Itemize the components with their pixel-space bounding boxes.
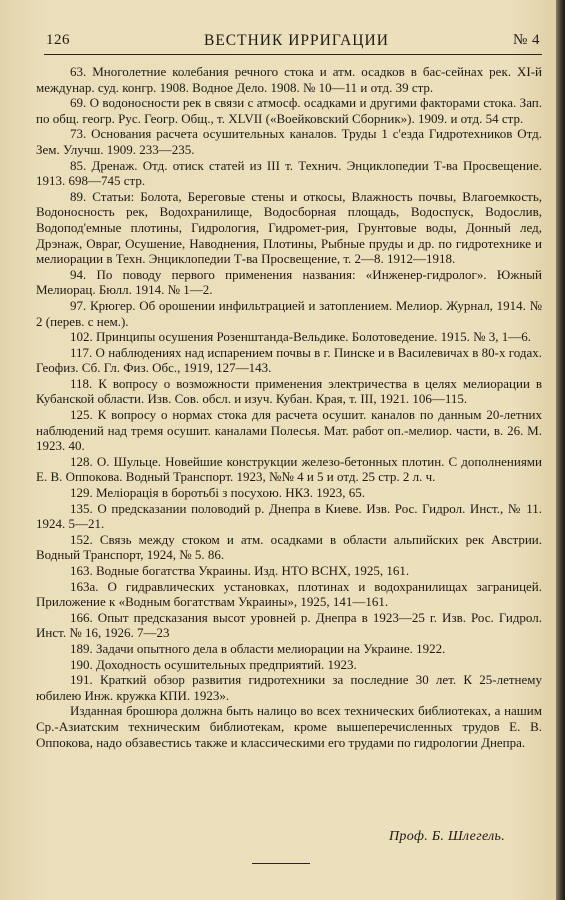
bibliography-entry: 102. Принципы осушения Розенштанда-Вельдике. Болотоведение. 1915. № 3, 1—6. (70, 329, 532, 345)
page-header (44, 30, 544, 52)
bibliography-entry: 69. О водоносности рек в связи с атмосф. осадками и другими факторами стока. Зап. по общ. геогр. Рус. Геогр. Общ., т. XLVII («Воейковский Сборник»). 1909. и отд. 54 стр. (36, 95, 542, 126)
issue-number: № 4 (512, 32, 540, 48)
author-signature: Проф. Б. Шлегель. (389, 829, 505, 844)
bibliography-entry: 117. О наблюдениях над испарением почвы в г. Пинске и в Василевичах в 80-х годах. Геофиз. Сб. Гл. Физ. Обс., 1919, 127—143. (36, 344, 542, 376)
bibliography-entry: 135. О предсказании половодий р. Днепра в Киеве. Изв. Рос. Гидрол. Инст., № 11. 1924. 5—21. (36, 500, 542, 532)
bibliography-entry: 163. Водные богатства Украины. Изд. НТО ВСНХ, 1925, 161. (70, 563, 410, 578)
bibliography-entry: 191. Краткий обзор развития гидротехники за последние 30 лет. К 25-летнему юбилею Инж. кружка КПИ. 1923». (36, 672, 542, 703)
bibliography-entry: 118. К вопросу о возможности применения электричества в целях мелиорации в Кубанской области. Изв. Сов. обсл. и изуч. Кубан. Края, т. III, 1921. 106—115. (36, 375, 542, 407)
bibliography-entry: 94. По поводу первого применения названия: «Инженер-гидролог». Южный Мелиорац. Бюлл. 1914. № 1—2. (36, 266, 542, 298)
bibliography-entry: 73. Основания расчета осушительных каналов. Труды 1 с'езда Гидротехников Отд. Зем. Улучш. 1909. 233—235. (36, 126, 542, 157)
page-binding-edge (556, 0, 565, 900)
bibliography-entry: 152. Связь между стоком и атм. осадками в области альпийских рек Австрии. Водный Транспорт, 1924, № 5. 86. (36, 531, 542, 563)
page-number: 126 (46, 32, 70, 48)
bibliography-entry: 97. Крюгер. Об орошении инфильтрацией и затоплением. Мелиор. Журнал, 1914. № 2 (перев. с нем.). (36, 297, 542, 329)
bibliography-entry: 89. Статьи: Болота, Береговые стены и откосы, Влажность почвы, Влагоемкость, Водоносность рек, Водохранилище, Водосборная площадь, Водоспуск, Водослив, Водопод'емные плотины, Гидрология, Гидромет-рия, Грунтовые воды, Донный лед, Дрэнаж, Овраг, Осушение, Наводнения, Плотины, Рыбные пруды и др. по гидротехнике и мелиорации в Техн. Энциклопедии Т-ва Просвещение, т. 2—8. 1912—1918. (36, 188, 542, 267)
bibliography-entry: 63. Многолетние колебания речного стока и атм. осадков в бас-сейнах рек. XI-й междунар. суд. конгр. 1908. Водное Дело. 1908. № 10—11 и отд. 39 стр. (36, 64, 542, 95)
bibliography-list (36, 64, 542, 750)
bibliography-entry: 166. Опыт предсказания высот уровней р. Днепра в 1923—25 г. Изв. Рос. Гидрол. Инст. № 16, 1926. 7—23 (36, 609, 542, 641)
bibliography-entry: 128. О. Шульце. Новейшие конструкции железо-бетонных плотин. С дополнениями Е. В. Оппокова. Водный Транспорт. 1923, №№ 4 и 5 и отд. 25 стр. 2 л. ч. (36, 453, 542, 485)
bibliography-entry: 190. Доходность осушительных предприятий. 1923. (70, 656, 357, 672)
header-divider (44, 54, 542, 55)
bibliography-entry: 125. К вопросу о нормах стока для расчета осушит. каналов по данным 20-летних наблюдений над тремя осушит. каналами Полесья. Мат. работ оп.-мелиор. части, в. 26. М. 1923. 40. (36, 407, 542, 454)
bibliography-entry: 189. Задачи опытного дела в области мелиорации на Украине. 1922. (70, 640, 446, 656)
closing-paragraph: Изданная брошюра должна быть налицо во всех технических библиотеках, а нашим Ср.-Азиатским техническим библиотекам, кроме вышеперечисленных трудов Е. В. Оппокова, надо обзавестись также и классическими его трудами по гидрологии Днепра. (36, 703, 542, 750)
bibliography-entry: 85. Дренаж. Отд. отиск статей из III т. Технич. Энциклопедии Т-ва Просвещение. 1913. 698—745 стр. (36, 157, 542, 189)
end-divider (252, 863, 310, 864)
bibliography-entry: 163а. О гидравлических установках, плотинах и водохранилищах заграницей. Приложение к «Водным богатствам Украины», 1925, 141—161. (36, 578, 542, 610)
journal-title: ВЕСТНИК ИРРИГАЦИИ (204, 32, 389, 49)
bibliography-entry: 129. Меліорація в боротьбі з посухою. НКЗ. 1923, 65. (70, 485, 366, 501)
